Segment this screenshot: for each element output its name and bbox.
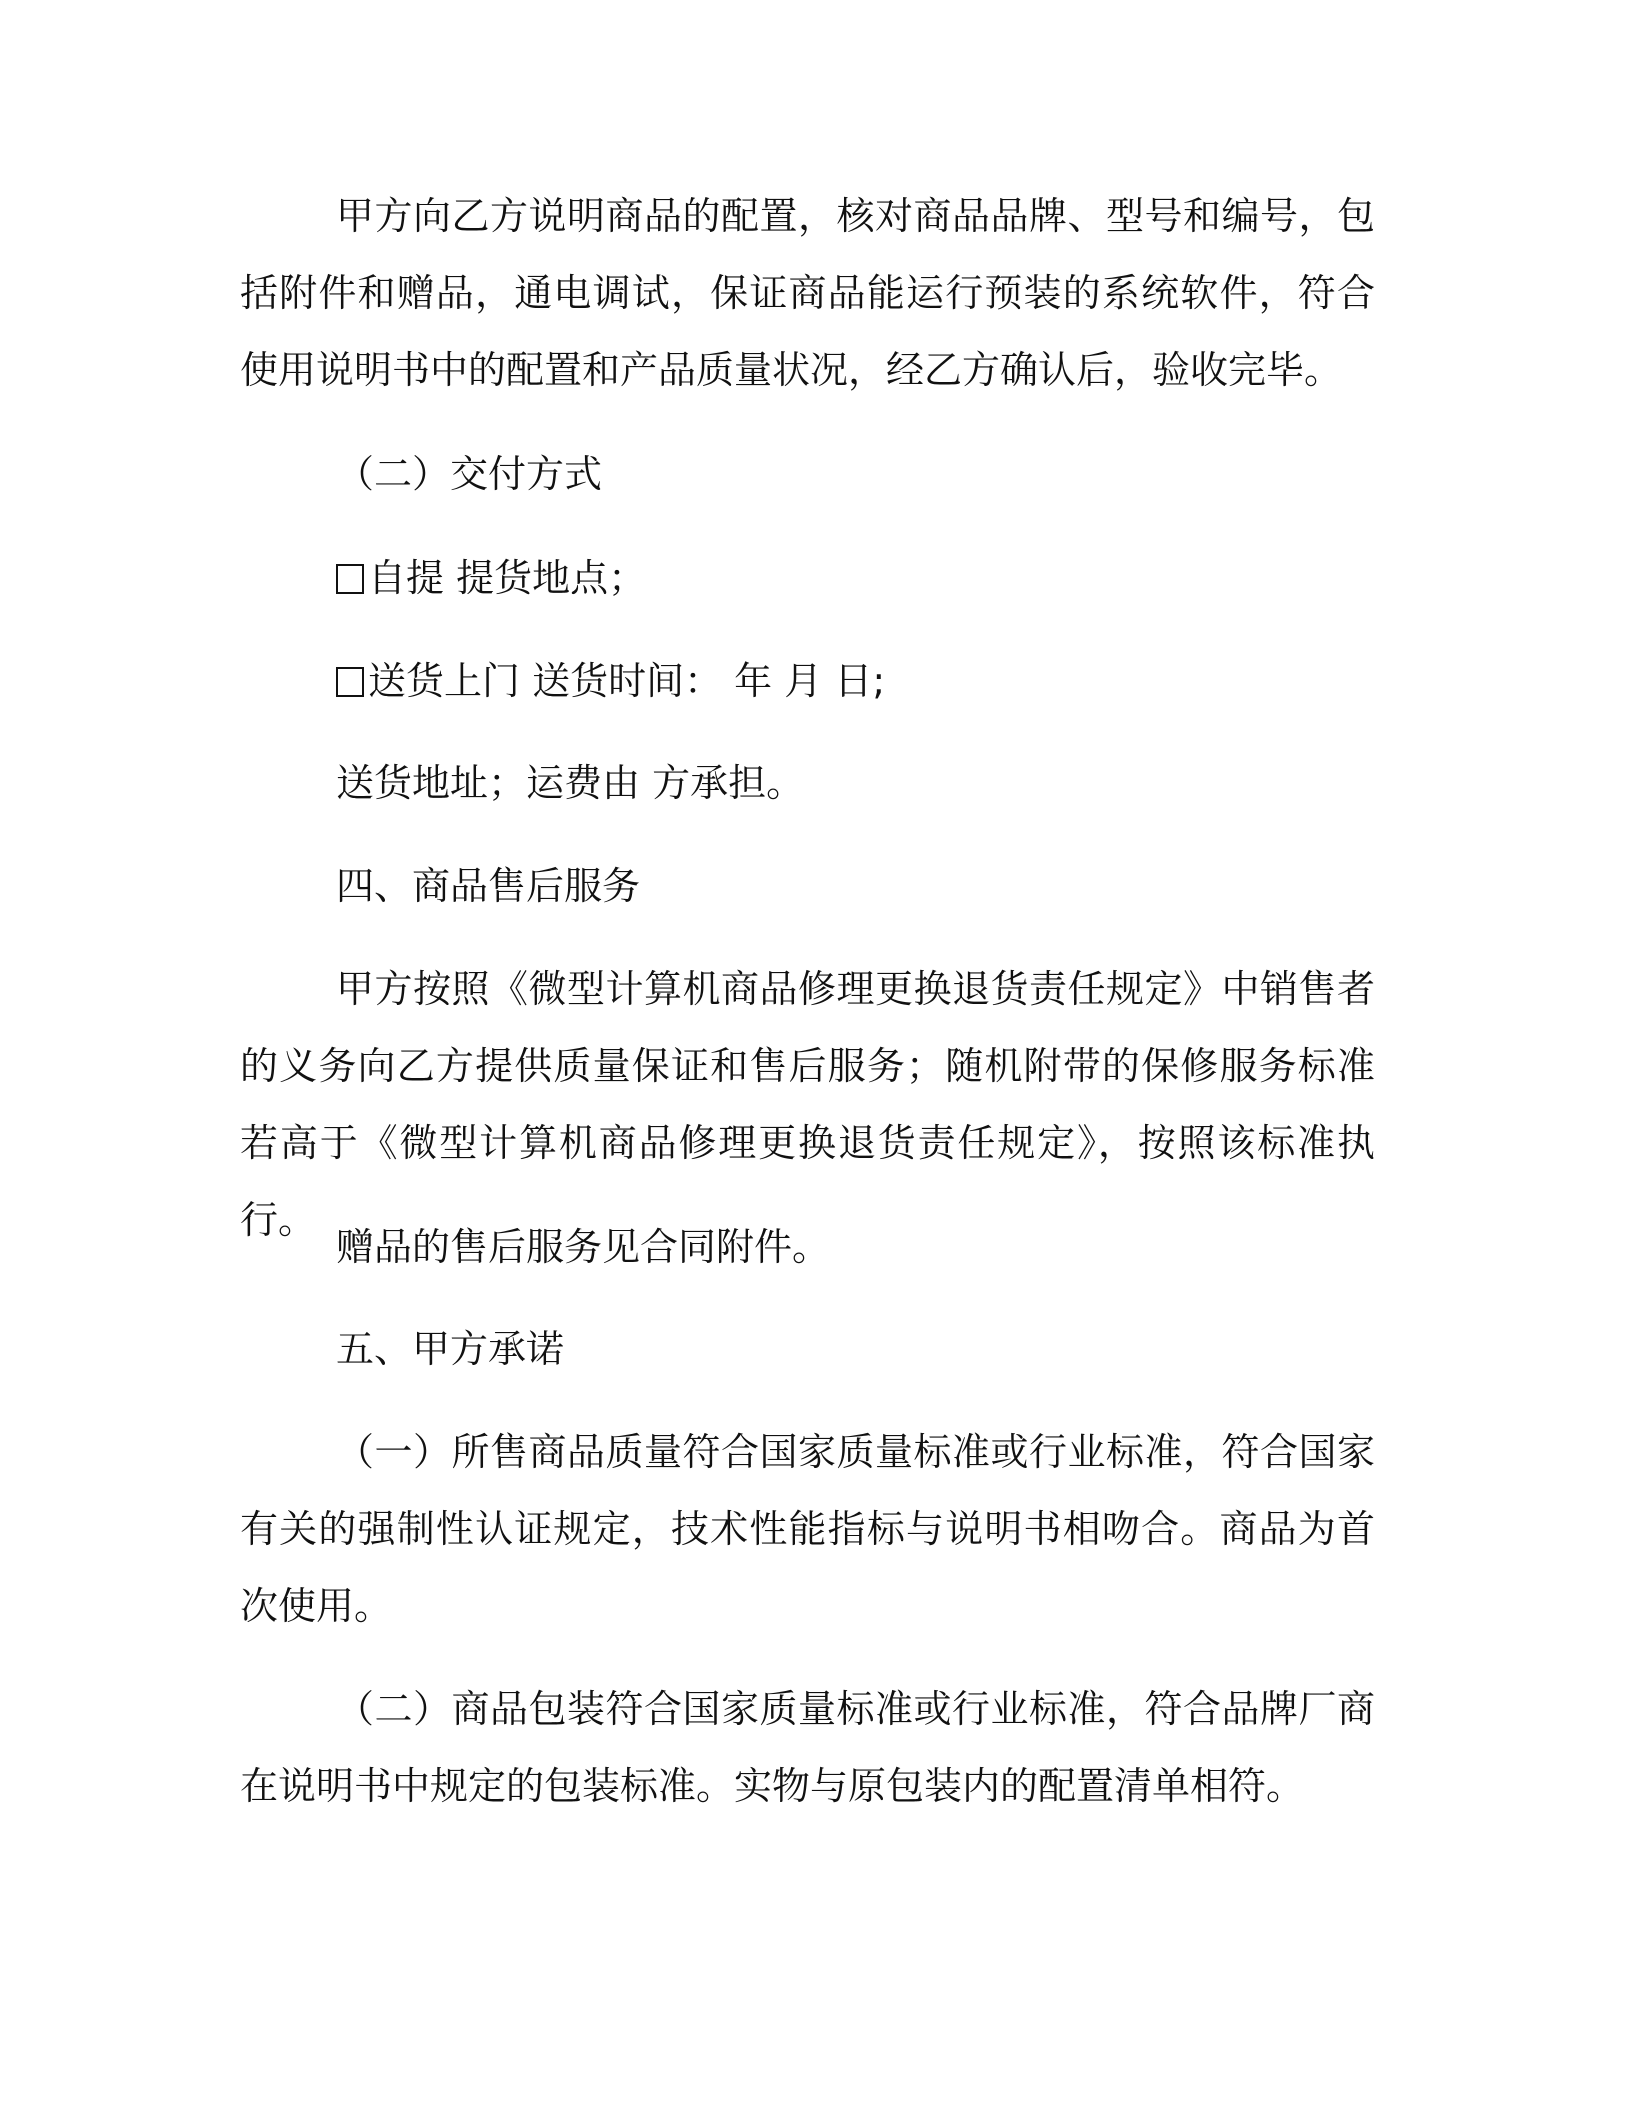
option-self-pickup-label: 自提 提货地点； [368, 556, 647, 600]
paragraph-gift-service: 赠品的售后服务见合同附件。 [336, 1225, 831, 1269]
heading-party-a-commitment: 五、甲方承诺 [336, 1327, 565, 1371]
option-home-delivery [336, 643, 885, 720]
option-self-pickup [336, 540, 646, 617]
paragraph-commitment-1: （一）所售商品质量符合国家质量标准或行业标准，符合国家有关的强制性认证规定，技术性能指标与说明书相吻合。商品为首次使用。 [240, 1430, 1375, 1628]
heading-delivery-method: （二）交付方式 [336, 452, 603, 496]
option-home-delivery-label: 送货上门 送货时间： 年 月 日; [368, 659, 886, 703]
checkbox-self-pickup[interactable] [336, 564, 364, 594]
paragraph-after-sales: 甲方按照《微型计算机商品修理更换退货责任规定》中销售者的义务向乙方提供质量保证和售后服务；随机附带的保修服务标准若高于《微型计算机商品修理更换退货责任规定》，按照该标准执行。 [240, 967, 1375, 1242]
paragraph-acceptance: 甲方向乙方说明商品的配置，核对商品品牌、型号和编号，包括附件和赠品，通电调试，保证商品能运行预装的系统软件，符合使用说明书中的配置和产品质量状况，经乙方确认后，验收完毕。 [240, 194, 1375, 392]
checkbox-home-delivery[interactable] [336, 667, 364, 697]
delivery-address-line: 送货地址；运费由 方承担。 [336, 761, 805, 805]
paragraph-commitment-2: （二）商品包装符合国家质量标准或行业标准，符合品牌厂商在说明书中规定的包装标准。实物与原包装内的配置清单相符。 [240, 1687, 1375, 1808]
heading-after-sales-service: 四、商品售后服务 [336, 864, 641, 908]
